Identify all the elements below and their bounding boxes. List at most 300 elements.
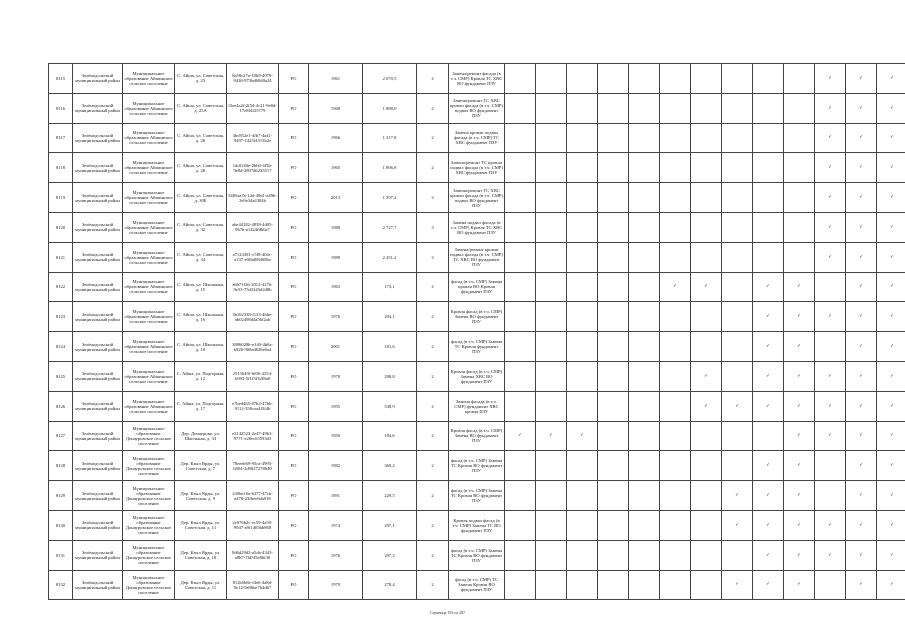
- check-mark-icon: ✓: [536, 421, 567, 451]
- check-mark-icon: ✓: [846, 570, 877, 600]
- empty-cell: [567, 272, 598, 302]
- works-cell: Замена/ремонт ТС ХВС кровли фасада (в т.ч. СМР) подвал ВО фундамент ПЗУ: [449, 93, 505, 123]
- storeys-cell: 3: [417, 212, 449, 242]
- check-mark-icon: ✓: [815, 510, 846, 540]
- district-cell: Зелёнодольский муниципальный район: [73, 212, 123, 242]
- year-cell: 1979: [309, 570, 363, 600]
- empty-cell: [815, 570, 846, 600]
- check-mark-icon: ✓: [753, 302, 784, 332]
- empty-cell: [598, 361, 629, 391]
- empty-cell: [691, 481, 722, 511]
- row-number: 8130: [49, 510, 73, 540]
- check-mark-icon: ✓: [877, 421, 905, 451]
- empty-cell: [629, 391, 660, 421]
- table-row: [49, 93, 905, 123]
- empty-cell: [629, 451, 660, 481]
- check-mark-icon: ✓: [846, 302, 877, 332]
- empty-cell: [505, 272, 536, 302]
- empty-cell: [536, 242, 567, 272]
- empty-cell: [753, 212, 784, 242]
- empty-cell: [722, 93, 753, 123]
- table-row: [49, 64, 905, 94]
- district-cell: Зелёнодольский муниципальный район: [73, 183, 123, 213]
- empty-cell: [629, 64, 660, 94]
- check-mark-icon: ✓: [784, 391, 815, 421]
- empty-cell: [784, 93, 815, 123]
- empty-cell: [505, 481, 536, 511]
- year-cell: 1955: [309, 391, 363, 421]
- empty-cell: [536, 123, 567, 153]
- empty-cell: [753, 242, 784, 272]
- management-type-cell: РО: [279, 421, 309, 451]
- empty-cell: [691, 212, 722, 242]
- empty-cell: [815, 272, 846, 302]
- settlement-cell: Муниципальное образование Донауровское сельское поселение: [123, 421, 175, 451]
- year-cell: 1966: [309, 123, 363, 153]
- empty-cell: [660, 64, 691, 94]
- settlement-cell: Муниципальное образование Айшинское сельское поселение: [123, 361, 175, 391]
- check-mark-icon: ✓: [815, 183, 846, 213]
- empty-cell: [629, 153, 660, 183]
- check-mark-icon: ✓: [505, 421, 536, 451]
- empty-cell: [722, 183, 753, 213]
- address-cell: С. Айша, ул. Школьная, д. 18: [175, 332, 227, 362]
- house-code-cell: 2515649f-6f06-4554-b993-5f1f3f32f8a8: [227, 361, 279, 391]
- empty-cell: [660, 510, 691, 540]
- empty-cell: [567, 302, 598, 332]
- empty-cell: [722, 64, 753, 94]
- empty-cell: [567, 64, 598, 94]
- check-mark-icon: ✓: [877, 540, 905, 570]
- empty-cell: [598, 272, 629, 302]
- year-cell: 1891: [309, 481, 363, 511]
- table-row: [49, 332, 905, 362]
- check-mark-icon: ✓: [815, 421, 846, 451]
- storeys-cell: 2: [417, 272, 449, 302]
- year-cell: 1965: [309, 153, 363, 183]
- year-cell: 1976: [309, 540, 363, 570]
- works-cell: фасад (в т.ч. СМР) ТС Замена Кровля ВО фундамент ПЗУ: [449, 570, 505, 600]
- empty-cell: [598, 391, 629, 421]
- empty-cell: [691, 570, 722, 600]
- management-type-cell: РО: [279, 123, 309, 153]
- house-code-cell: 5485aa7a-14d-48d1-a49b-2e9e34a4384b: [227, 183, 279, 213]
- empty-cell: [598, 302, 629, 332]
- table-row: [49, 570, 905, 600]
- check-mark-icon: ✓: [691, 361, 722, 391]
- house-code-cell: 1dd1f40e-2bb0-4f5b-9e0d-2897d6235517: [227, 153, 279, 183]
- management-type-cell: РО: [279, 272, 309, 302]
- area-cell: 229,5: [363, 481, 417, 511]
- district-cell: Зелёнодольский муниципальный район: [73, 64, 123, 94]
- storeys-cell: 2: [417, 451, 449, 481]
- row-number: 8125: [49, 361, 73, 391]
- empty-cell: [660, 93, 691, 123]
- empty-cell: [598, 332, 629, 362]
- year-cell: 1963: [309, 272, 363, 302]
- empty-cell: [722, 242, 753, 272]
- empty-cell: [536, 302, 567, 332]
- area-cell: 1 397,2: [363, 183, 417, 213]
- empty-cell: [660, 123, 691, 153]
- empty-cell: [536, 272, 567, 302]
- check-mark-icon: ✓: [877, 272, 905, 302]
- district-cell: Зелёнодольский муниципальный район: [73, 510, 123, 540]
- table-row: [49, 242, 905, 272]
- check-mark-icon: ✓: [815, 302, 846, 332]
- check-mark-icon: ✓: [846, 481, 877, 511]
- management-type-cell: РО: [279, 510, 309, 540]
- check-mark-icon: ✓: [753, 361, 784, 391]
- house-code-cell: f3ee4a2f-2f54-4c21-9e8d-17e8f4f25779: [227, 93, 279, 123]
- management-type-cell: РО: [279, 183, 309, 213]
- empty-cell: [691, 153, 722, 183]
- year-cell: 1950: [309, 421, 363, 451]
- empty-cell: [629, 272, 660, 302]
- check-mark-icon: ✓: [691, 272, 722, 302]
- empty-cell: [505, 391, 536, 421]
- district-cell: Зелёнодольский муниципальный район: [73, 481, 123, 511]
- district-cell: Зелёнодольский муниципальный район: [73, 540, 123, 570]
- check-mark-icon: ✓: [753, 510, 784, 540]
- storeys-cell: 2: [417, 153, 449, 183]
- house-code-cell: 2e976b2c-ec59-4a59-9947-a9f1405bb868: [227, 510, 279, 540]
- settlement-cell: Муниципальное образование Айшинское сельское поселение: [123, 123, 175, 153]
- empty-cell: [536, 510, 567, 540]
- area-cell: 538,9: [363, 391, 417, 421]
- empty-cell: [536, 332, 567, 362]
- row-number: 8122: [49, 272, 73, 302]
- empty-cell: [567, 540, 598, 570]
- management-type-cell: РО: [279, 212, 309, 242]
- settlement-cell: Муниципальное образование Айшинское сельское поселение: [123, 391, 175, 421]
- empty-cell: [598, 212, 629, 242]
- empty-cell: [784, 64, 815, 94]
- district-cell: Зелёнодольский муниципальный район: [73, 242, 123, 272]
- empty-cell: [691, 302, 722, 332]
- check-mark-icon: ✓: [877, 183, 905, 213]
- address-cell: С. Айша, ул. Советская, д. 23: [175, 64, 227, 94]
- empty-cell: [598, 183, 629, 213]
- check-mark-icon: ✓: [722, 510, 753, 540]
- management-type-cell: РО: [279, 481, 309, 511]
- storeys-cell: 2: [417, 481, 449, 511]
- empty-cell: [753, 421, 784, 451]
- check-mark-icon: ✓: [846, 391, 877, 421]
- empty-cell: [598, 451, 629, 481]
- storeys-cell: 2: [417, 391, 449, 421]
- district-cell: Зелёнодольский муниципальный район: [73, 272, 123, 302]
- empty-cell: [567, 153, 598, 183]
- table-row: [49, 510, 905, 540]
- empty-cell: [567, 93, 598, 123]
- row-number: 8123: [49, 302, 73, 332]
- works-cell: Кровля фасад (в т.ч. СМР) Замена ХВС ВО фундамент ПЗУ: [449, 361, 505, 391]
- storeys-cell: 2: [417, 421, 449, 451]
- check-mark-icon: ✓: [815, 391, 846, 421]
- register-body: [49, 64, 905, 600]
- empty-cell: [536, 64, 567, 94]
- check-mark-icon: ✓: [753, 391, 784, 421]
- empty-cell: [691, 421, 722, 451]
- area-cell: 298,8: [363, 361, 417, 391]
- empty-cell: [567, 570, 598, 600]
- management-type-cell: РО: [279, 93, 309, 123]
- empty-cell: [598, 64, 629, 94]
- check-mark-icon: ✓: [784, 272, 815, 302]
- row-number: 8126: [49, 391, 73, 421]
- empty-cell: [753, 93, 784, 123]
- storeys-cell: 3: [417, 183, 449, 213]
- storeys-cell: 2: [417, 510, 449, 540]
- management-type-cell: РО: [279, 570, 309, 600]
- row-number: 8128: [49, 451, 73, 481]
- district-cell: Зелёнодольский муниципальный район: [73, 451, 123, 481]
- empty-cell: [784, 212, 815, 242]
- empty-cell: [598, 421, 629, 451]
- check-mark-icon: ✓: [877, 153, 905, 183]
- district-cell: Зелёнодольский муниципальный район: [73, 302, 123, 332]
- check-mark-icon: ✓: [815, 212, 846, 242]
- house-code-cell: 3bc852e1-4fb7-4a41-9497-1425f4513b2e: [227, 123, 279, 153]
- empty-cell: [536, 183, 567, 213]
- table-row: [49, 183, 905, 213]
- check-mark-icon: ✓: [877, 481, 905, 511]
- address-cell: Дер. Кзыл Ярды, ул. Советская, д. 9: [175, 481, 227, 511]
- check-mark-icon: ✓: [846, 421, 877, 451]
- table-row: [49, 123, 905, 153]
- check-mark-icon: ✓: [784, 540, 815, 570]
- empty-cell: [691, 183, 722, 213]
- empty-cell: [536, 451, 567, 481]
- empty-cell: [722, 302, 753, 332]
- address-cell: С. Айша, ул. Школьная, д. 16: [175, 302, 227, 332]
- empty-cell: [536, 361, 567, 391]
- empty-cell: [660, 302, 691, 332]
- storeys-cell: 2: [417, 64, 449, 94]
- year-cell: 1978: [309, 361, 363, 391]
- table-row: [49, 421, 905, 451]
- check-mark-icon: ✓: [753, 540, 784, 570]
- check-mark-icon: ✓: [784, 451, 815, 481]
- empty-cell: [660, 391, 691, 421]
- empty-cell: [505, 570, 536, 600]
- area-cell: 278,4: [363, 570, 417, 600]
- address-cell: Дер. Кзыл Ярды, ул. Советская, д. 11: [175, 570, 227, 600]
- empty-cell: [629, 481, 660, 511]
- works-cell: Замена/ремонт кровли подвал фасада (в т.ч. СМР) ТС ХВС ВО фундамент ПЗУ: [449, 242, 505, 272]
- check-mark-icon: ✓: [877, 391, 905, 421]
- area-cell: 1 317,8: [363, 123, 417, 153]
- management-type-cell: РО: [279, 302, 309, 332]
- empty-cell: [691, 242, 722, 272]
- works-cell: Замена кровли подвал фасада (в т.ч. СМР) ТС ХВС фундамент ПЗУ: [449, 123, 505, 153]
- house-code-cell: 230be16a-b377-47cb-a478-23fbee6da918: [227, 481, 279, 511]
- check-mark-icon: ✓: [784, 510, 815, 540]
- address-cell: С. Айша, ул. Советская, д. 32: [175, 212, 227, 242]
- district-cell: Зелёнодольский муниципальный район: [73, 123, 123, 153]
- check-mark-icon: ✓: [753, 570, 784, 600]
- empty-cell: [691, 510, 722, 540]
- address-cell: С. Айша, ул. Школьная, д. 15: [175, 272, 227, 302]
- works-cell: Замена/ремонт фасада (в т.ч. СМР) Кровля ТС ХВС ВО фундамент ПЗУ: [449, 64, 505, 94]
- check-mark-icon: ✓: [815, 540, 846, 570]
- empty-cell: [505, 332, 536, 362]
- check-mark-icon: ✓: [877, 332, 905, 362]
- table-row: [49, 302, 905, 332]
- storeys-cell: 2: [417, 361, 449, 391]
- empty-cell: [598, 153, 629, 183]
- address-cell: С. Айша, ул. Подгорная, д. 17: [175, 391, 227, 421]
- empty-cell: [784, 123, 815, 153]
- check-mark-icon: ✓: [846, 540, 877, 570]
- empty-cell: [505, 183, 536, 213]
- empty-cell: [629, 93, 660, 123]
- empty-cell: [629, 361, 660, 391]
- empty-cell: [598, 93, 629, 123]
- row-number: 8132: [49, 570, 73, 600]
- empty-cell: [505, 510, 536, 540]
- settlement-cell: Муниципальное образование Айшинское сельское поселение: [123, 332, 175, 362]
- check-mark-icon: ✓: [846, 242, 877, 272]
- check-mark-icon: ✓: [753, 481, 784, 511]
- check-mark-icon: ✓: [753, 451, 784, 481]
- empty-cell: [567, 212, 598, 242]
- empty-cell: [691, 332, 722, 362]
- check-mark-icon: ✓: [784, 332, 815, 362]
- works-cell: Замена фасада (в т.ч. СМР) фундамент ХВС кровля ПЗУ: [449, 391, 505, 421]
- check-mark-icon: ✓: [753, 272, 784, 302]
- row-number: 8131: [49, 540, 73, 570]
- check-mark-icon: ✓: [815, 153, 846, 183]
- house-code-cell: 8a58c27a-10b9-4979-9436-873bd60d0a24: [227, 64, 279, 94]
- address-cell: С. Айша, ул. Советская, д. 30Б: [175, 183, 227, 213]
- check-mark-icon: ✓: [877, 64, 905, 94]
- empty-cell: [691, 123, 722, 153]
- empty-cell: [629, 302, 660, 332]
- empty-cell: [722, 421, 753, 451]
- table-row: [49, 153, 905, 183]
- empty-cell: [660, 421, 691, 451]
- check-mark-icon: ✓: [846, 332, 877, 362]
- management-type-cell: РО: [279, 242, 309, 272]
- empty-cell: [505, 451, 536, 481]
- empty-cell: [691, 540, 722, 570]
- management-type-cell: РО: [279, 361, 309, 391]
- address-cell: С. Айша, ул. Советская, д. 26: [175, 123, 227, 153]
- address-cell: С. Айша, ул. Подгорная, д. 12: [175, 361, 227, 391]
- check-mark-icon: ✓: [846, 123, 877, 153]
- check-mark-icon: ✓: [846, 510, 877, 540]
- district-cell: Зелёнодольский муниципальный район: [73, 391, 123, 421]
- year-cell: 1976: [309, 302, 363, 332]
- empty-cell: [660, 451, 691, 481]
- empty-cell: [660, 332, 691, 362]
- table-row: [49, 540, 905, 570]
- row-number: 8119: [49, 183, 73, 213]
- empty-cell: [505, 153, 536, 183]
- check-mark-icon: ✓: [784, 481, 815, 511]
- register-table: [48, 63, 905, 600]
- empty-cell: [722, 451, 753, 481]
- address-cell: С. Айша, ул. Советская, д. 28: [175, 153, 227, 183]
- area-cell: 2 070,5: [363, 64, 417, 94]
- check-mark-icon: ✓: [753, 332, 784, 362]
- row-number: 8124: [49, 332, 73, 362]
- management-type-cell: РО: [279, 391, 309, 421]
- empty-cell: [660, 570, 691, 600]
- empty-cell: [660, 481, 691, 511]
- empty-cell: [598, 570, 629, 600]
- house-code-cell: a7123491-c5f8-404c-a137-e0fbd08d68be: [227, 242, 279, 272]
- empty-cell: [629, 212, 660, 242]
- empty-cell: [598, 510, 629, 540]
- page-footer: Страница 192 из 287: [430, 610, 466, 615]
- check-mark-icon: ✓: [877, 361, 905, 391]
- check-mark-icon: ✓: [877, 510, 905, 540]
- row-number: 8117: [49, 123, 73, 153]
- works-cell: фасад (в т.ч. СМР) Замена ТС Кровля ВО фундамент ПЗУ: [449, 481, 505, 511]
- house-code-cell: 3886028b-e140-4b0a-b926-900ad826e6a4: [227, 332, 279, 362]
- management-type-cell: РО: [279, 451, 309, 481]
- works-cell: фасад (в т.ч. СМР) Замена ТС Кровля ВО фундамент ПЗУ: [449, 451, 505, 481]
- year-cell: 1961: [309, 64, 363, 94]
- empty-cell: [536, 570, 567, 600]
- empty-cell: [536, 153, 567, 183]
- address-cell: Дер. Кзыл Ярды, ул. Советская, д. 7: [175, 451, 227, 481]
- district-cell: Зелёнодольский муниципальный район: [73, 153, 123, 183]
- table-row: [49, 272, 905, 302]
- address-cell: Дер. Кзыл Ярды, ул. Советская, д. 11: [175, 510, 227, 540]
- empty-cell: [660, 183, 691, 213]
- empty-cell: [567, 242, 598, 272]
- settlement-cell: Муниципальное образование Айшинское сельское поселение: [123, 242, 175, 272]
- works-cell: фасад (в т.ч. СМР) Замена ТС Кровля ВО фундамент ПЗУ: [449, 540, 505, 570]
- settlement-cell: Муниципальное образование Айшинское сельское поселение: [123, 212, 175, 242]
- area-cell: 369,2: [363, 451, 417, 481]
- area-cell: 173,1: [363, 272, 417, 302]
- management-type-cell: РО: [279, 64, 309, 94]
- row-number: 8121: [49, 242, 73, 272]
- area-cell: 294,1: [363, 302, 417, 332]
- empty-cell: [567, 510, 598, 540]
- table-row: [49, 481, 905, 511]
- address-cell: С. Айша, ул. Советская, д. 34: [175, 242, 227, 272]
- check-mark-icon: ✓: [877, 123, 905, 153]
- settlement-cell: Муниципальное образование Донауровское сельское поселение: [123, 540, 175, 570]
- check-mark-icon: ✓: [815, 93, 846, 123]
- empty-cell: [505, 302, 536, 332]
- empty-cell: [536, 212, 567, 242]
- check-mark-icon: ✓: [722, 570, 753, 600]
- works-cell: фасад (в т.ч. СМР) Замена кровли ВО Кровля фундамент ПЗУ: [449, 272, 505, 302]
- check-mark-icon: ✓: [660, 272, 691, 302]
- area-cell: 2 451,2: [363, 242, 417, 272]
- empty-cell: [784, 242, 815, 272]
- settlement-cell: Муниципальное образование Айшинское сельское поселение: [123, 272, 175, 302]
- row-number: 8115: [49, 64, 73, 94]
- empty-cell: [784, 153, 815, 183]
- empty-cell: [753, 183, 784, 213]
- works-cell: Кровля подвал фасад (в т.ч. СМР) Замена ТС ВО фундамент ПЗУ: [449, 510, 505, 540]
- address-cell: С. Айша, ул. Советская, д. 25А: [175, 93, 227, 123]
- house-code-cell: abe44182-4838-4d05-967b-a1424fdb6a7: [227, 212, 279, 242]
- check-mark-icon: ✓: [784, 361, 815, 391]
- empty-cell: [536, 481, 567, 511]
- district-cell: Зелёнодольский муниципальный район: [73, 361, 123, 391]
- check-mark-icon: ✓: [722, 391, 753, 421]
- empty-cell: [629, 183, 660, 213]
